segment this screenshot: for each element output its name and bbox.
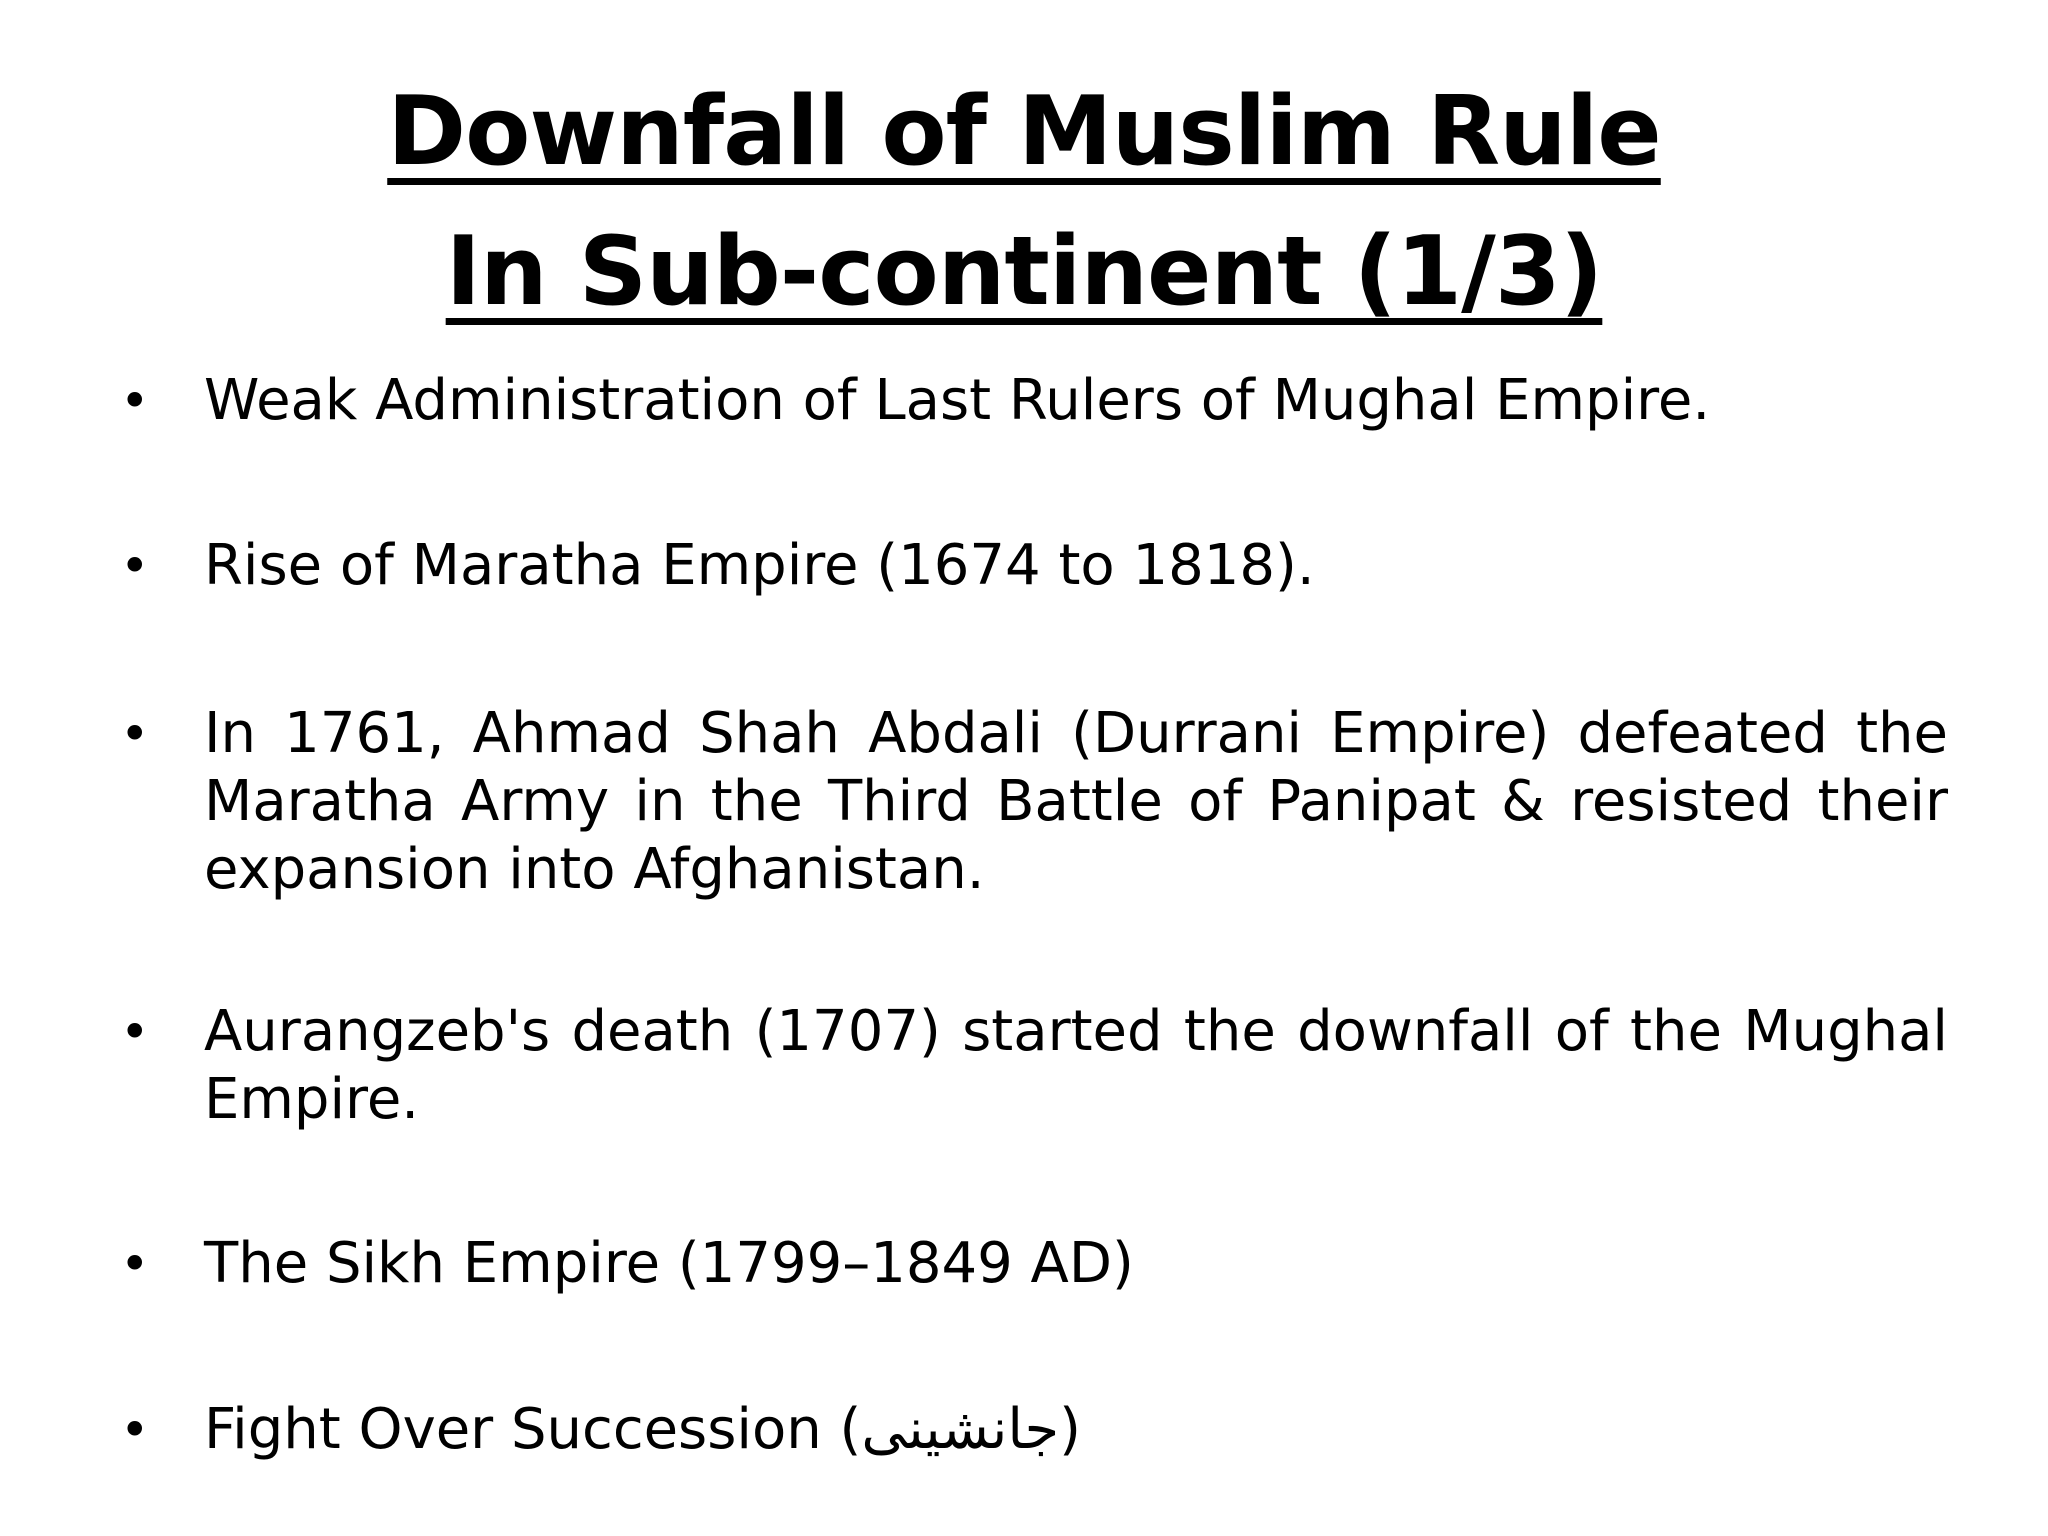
bullet-item-aurangzeb — [120, 998, 1950, 1134]
bullet-text: Fight Over Succession (جانشینی) — [204, 1397, 1081, 1462]
title-line-2: In Sub-continent (1/3) — [445, 217, 1603, 327]
bullet-text: Rise of Maratha Empire (1674 to 1818). — [204, 533, 1315, 598]
bullet-icon: • — [120, 372, 150, 430]
bullet-icon: • — [120, 1235, 150, 1293]
bullet-icon: • — [120, 1401, 150, 1459]
bullet-icon: • — [120, 705, 150, 763]
bullet-icon: • — [120, 1003, 150, 1061]
bullet-item-panipat — [120, 700, 1950, 904]
bullet-item-maratha-rise — [120, 532, 1950, 600]
bullet-text: Aurangzeb's death (1707) started the downfall of the Mughal Empire. — [204, 999, 1948, 1132]
bullet-text: In 1761, Ahmad Shah Abdali (Durrani Empire) defeated the Maratha Army in the Third Battle of Panipat & resisted their expansion into Afghanistan. — [204, 701, 1948, 902]
bullet-text: Weak Administration of Last Rulers of Mughal Empire. — [204, 368, 1711, 433]
bullet-item-sikh-empire — [120, 1230, 1950, 1298]
bullet-item-weak-administration — [120, 367, 1950, 435]
bullet-text: The Sikh Empire (1799–1849 AD) — [204, 1231, 1134, 1296]
title-line-1: Downfall of Muslim Rule — [387, 77, 1661, 187]
bullet-icon: • — [120, 537, 150, 595]
bullet-item-succession — [120, 1396, 1950, 1464]
